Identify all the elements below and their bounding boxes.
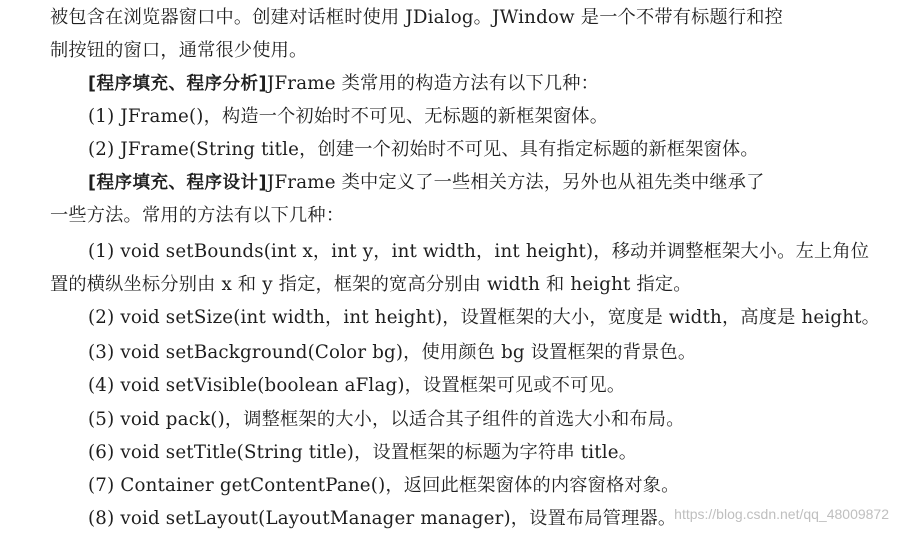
paragraph-line: 被包含在浏览器窗口中。创建对话框时使用 JDialog。JWindow 是一个不带有标题行和控 xyxy=(50,7,784,28)
paragraph-line: 制按钮的窗口，通常很少使用。 xyxy=(50,40,308,61)
section-heading-text: JFrame 类中定义了一些相关方法，另外也从祖先类中继承了 xyxy=(267,172,765,193)
section-heading-line xyxy=(88,67,599,100)
list-item: (5) void pack()，调整框架的大小，以适合其子组件的首选大小和布局。 xyxy=(88,409,685,430)
list-item: (4) void setVisible(boolean aFlag)，设置框架可见或不可见。 xyxy=(88,375,626,396)
list-item-continuation: 置的横纵坐标分别由 x 和 y 指定，框架的宽高分别由 width 和 height 指定。 xyxy=(50,274,692,295)
list-item: (8) void setLayout(LayoutManager manager)，设置布局管理器。 xyxy=(88,508,677,529)
list-item: (2) void setSize(int width，int height)，设置框架的大小，宽度是 width，高度是 height。 xyxy=(88,307,881,328)
list-item: (3) void setBackground(Color bg)，使用颜色 bg 设置框架的背景色。 xyxy=(88,342,697,363)
section-heading-line xyxy=(88,166,765,199)
paragraph-line: 一些方法。常用的方法有以下几种： xyxy=(50,205,345,226)
list-item: (2) JFrame(String title，创建一个初始时不可见、具有指定标题的新框架窗体。 xyxy=(88,139,759,160)
list-item: (6) void setTitle(String title)，设置框架的标题为字符串 title。 xyxy=(88,442,638,463)
watermark-url: https://blog.csdn.net/qq_48009872 xyxy=(674,506,889,522)
list-item: (1) void setBounds(int x，int y，int width，int height)，移动并调整框架大小。左上角位 xyxy=(88,241,870,262)
section-tag: [程序填充、程序设计] xyxy=(88,173,267,193)
section-tag: [程序填充、程序分析] xyxy=(88,74,267,94)
list-item: (7) Container getContentPane()，返回此框架窗体的内容窗格对象。 xyxy=(88,475,680,496)
section-heading-text: JFrame 类常用的构造方法有以下几种： xyxy=(267,73,600,94)
list-item: (1) JFrame()，构造一个初始时不可见、无标题的新框架窗体。 xyxy=(88,106,609,127)
